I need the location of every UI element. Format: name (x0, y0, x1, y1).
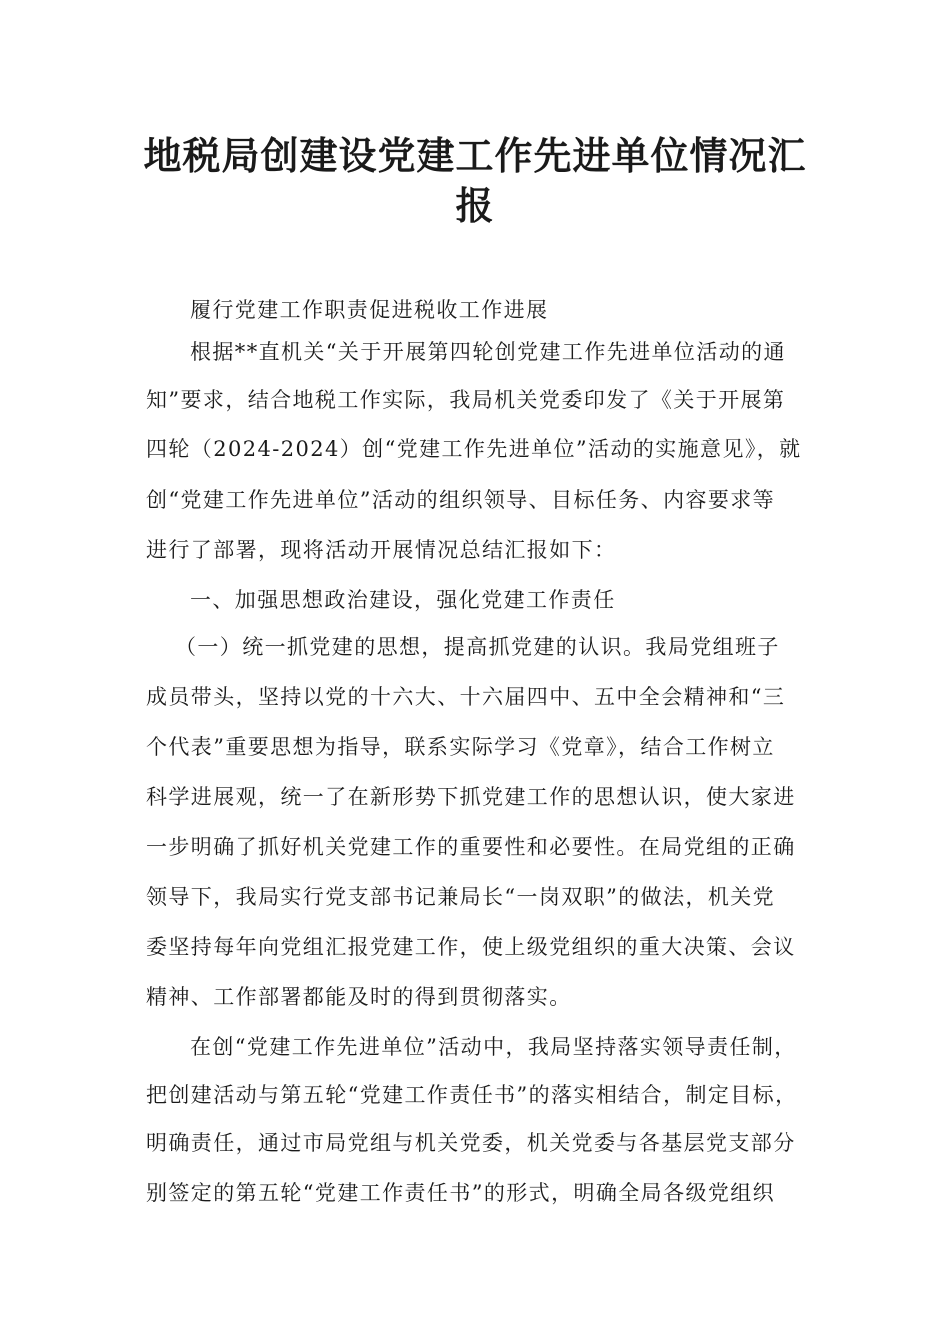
paragraph-line: 知”要求，结合地税工作实际，我局机关党委印发了《关于开展第 (146, 388, 786, 412)
paragraph-line: 明确责任，通过市局党组与机关党委，机关党委与各基层党支部分 (146, 1131, 796, 1155)
paragraph-line: 个代表”重要思想为指导，联系实际学习《党章》，结合工作树立 (146, 735, 775, 759)
paragraph-line: 根据**直机关“关于开展第四轮创党建工作先进单位活动的通 (190, 340, 786, 364)
paragraph-line: 在创“党建工作先进单位”活动中，我局坚持落实领导责任制， (190, 1035, 797, 1059)
document-title-line-1: 地税局创建设党建工作先进单位情况汇 (143, 134, 807, 178)
paragraph-line: （一）统一抓党建的思想，提高抓党建的认识。我局党组班子 (175, 635, 780, 659)
paragraph-line: 科学进展观，统一了在新形势下抓党建工作的思想认识，使大家进 (146, 785, 796, 809)
subtitle-line: 履行党建工作职责促进税收工作进展 (190, 298, 549, 322)
paragraph-line: 委坚持每年向党组汇报党建工作，使上级党组织的重大决策、会议 (146, 935, 796, 959)
paragraph-line: 四轮（2024-2024）创“党建工作先进单位”活动的实施意见》，就 (146, 437, 802, 461)
paragraph-line: 成员带头，坚持以党的十六大、十六届四中、五中全会精神和“三 (146, 685, 786, 709)
paragraph-line: 把创建活动与第五轮“党建工作责任书”的落实相结合，制定目标， (146, 1083, 798, 1107)
paragraph-line: 一步明确了抓好机关党建工作的重要性和必要性。在局党组的正确 (146, 835, 796, 859)
paragraph-line: 进行了部署，现将活动开展情况总结汇报如下： (146, 538, 617, 562)
paragraph-line: 领导下，我局实行党支部书记兼局长“一岗双职”的做法，机关党 (146, 885, 776, 909)
section-heading: 一、加强思想政治建设，强化党建工作责任 (190, 588, 616, 612)
paragraph-line: 精神、工作部署都能及时的得到贯彻落实。 (146, 985, 572, 1009)
document-title-line-2: 报 (455, 184, 495, 228)
paragraph-line: 创“党建工作先进单位”活动的组织领导、目标任务、内容要求等 (146, 488, 776, 512)
paragraph-line: 别签定的第五轮“党建工作责任书”的形式，明确全局各级党组织 (146, 1181, 776, 1205)
